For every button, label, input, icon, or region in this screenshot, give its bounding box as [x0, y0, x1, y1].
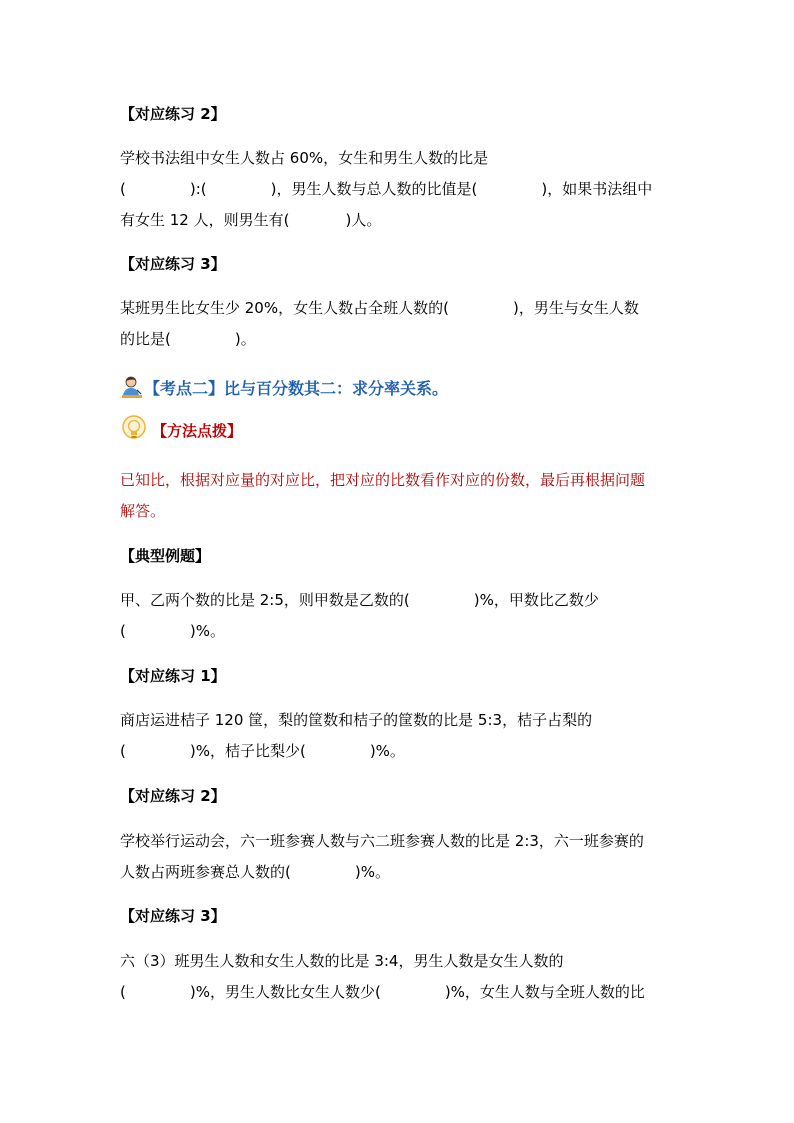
- text: )。: [234, 330, 256, 348]
- text: 人数占两班参赛总人数的(: [120, 863, 291, 881]
- exercise-2b-heading: 【对应练习 2】: [120, 787, 226, 805]
- lightbulb-icon: [120, 414, 148, 444]
- text: )%，甲数比乙数少: [473, 591, 599, 609]
- text: )%。: [189, 622, 225, 640]
- student-writing-icon: [120, 374, 144, 400]
- method-title: 【方法点拨】: [152, 422, 243, 440]
- method-text-line-1: 已知比，根据对应量的对应比，把对应的比数看作对应的份数，最后再根据问题: [120, 471, 646, 489]
- exercise-2-line-2: [120, 179, 652, 199]
- text: 某班男生比女生少 20%，女生人数占全班人数的(: [120, 299, 449, 317]
- exercise-3-line-2: [120, 329, 256, 349]
- text: 的比是(: [120, 330, 171, 348]
- exercise-2b-line-2: [120, 862, 390, 882]
- exercise-3-line-1: [120, 298, 639, 318]
- exercise-2-line-3: [120, 210, 381, 230]
- exercise-2-line-1: 学校书法组中女生人数占 60%，女生和男生人数的比是: [120, 149, 489, 167]
- exercise-3b-line-1: 六（3）班男生人数和女生人数的比是 3:4，男生人数是女生人数的: [120, 952, 564, 970]
- exercise-2-heading: 【对应练习 2】: [120, 105, 226, 123]
- example-line-2: [120, 621, 225, 641]
- text: 甲、乙两个数的比是 2:5，则甲数是乙数的(: [120, 591, 410, 609]
- text: (: [120, 622, 126, 640]
- example-heading: 【典型例题】: [120, 547, 211, 565]
- topic-title: 【考点二】比与百分数其二：求分率关系。: [144, 379, 449, 398]
- exercise-1-line-2: [120, 741, 405, 761]
- exercise-3-heading: 【对应练习 3】: [120, 255, 226, 273]
- exercise-1-line-1: 商店运进桔子 120 筐，梨的筐数和桔子的筐数的比是 5:3，桔子占梨的: [120, 711, 593, 729]
- exercise-3b-line-2: [120, 982, 645, 1002]
- text: )，如果书法组中: [541, 180, 653, 198]
- text: 有女生 12 人，则男生有(: [120, 211, 290, 229]
- text: )，男生与女生人数: [512, 299, 639, 317]
- method-text-line-2: 解答。: [120, 502, 166, 520]
- text: )%，桔子比梨少(: [189, 742, 306, 760]
- text: (: [120, 180, 126, 198]
- text: )%，男生人数比女生人数少(: [189, 983, 381, 1001]
- exercise-3b-heading: 【对应练习 3】: [120, 907, 226, 925]
- text: )%，女生人数与全班人数的比: [444, 983, 645, 1001]
- text: (: [120, 983, 126, 1001]
- text: (: [120, 742, 126, 760]
- text: )%。: [369, 742, 405, 760]
- text: ):(: [189, 180, 207, 198]
- text: )，男生人数与总人数的比值是(: [270, 180, 478, 198]
- exercise-1-heading: 【对应练习 1】: [120, 667, 226, 685]
- example-line-1: [120, 590, 599, 610]
- text: )%。: [354, 863, 390, 881]
- exercise-2b-line-1: 学校举行运动会，六一班参赛人数与六二班参赛人数的比是 2:3，六一班参赛的: [120, 832, 644, 850]
- text: )人。: [345, 211, 382, 229]
